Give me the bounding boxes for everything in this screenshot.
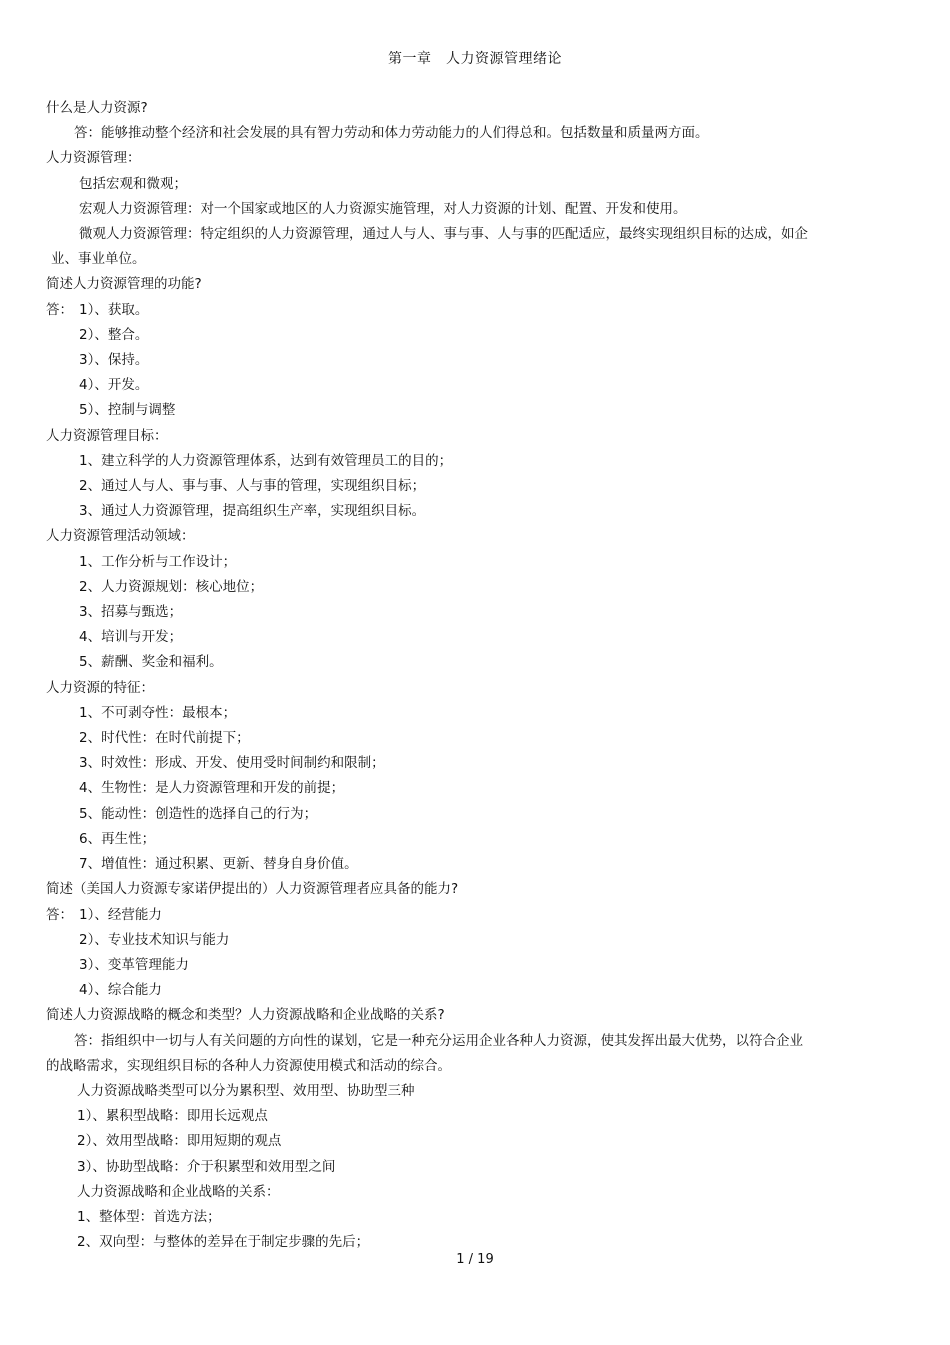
text-line: 包括宏观和微观； bbox=[79, 175, 187, 192]
section-heading: 人力资源管理活动领域： bbox=[46, 528, 195, 545]
list-item: 2、时代性：在时代前提下； bbox=[79, 730, 250, 747]
list-item: 3、时效性：形成、开发、使用受时间制约和限制； bbox=[79, 755, 385, 772]
text-line: 宏观人力资源管理：对一个国家或地区的人力资源实施管理，对人力资源的计划、配置、开发和使用。 bbox=[79, 200, 687, 217]
list-item: 1）、累积型战略：即用长远观点 bbox=[77, 1108, 268, 1125]
answer-paragraph: 答：指组织中一切与人有关问题的方向性的谋划，它是一种充分运用企业各种人力资源，使其发挥出最大优势，以符合企业的战略需求，实现组织目标的各种人力资源使用模式和活动的综合。 bbox=[46, 1032, 803, 1074]
list-item: 1、建立科学的人力资源管理体系，达到有效管理员工的目的； bbox=[79, 452, 453, 469]
question-heading: 简述人力资源管理的功能? bbox=[46, 276, 202, 293]
list-item: 4、生物性：是人力资源管理和开发的前提； bbox=[79, 780, 345, 797]
list-item: 3）、保持。 bbox=[79, 352, 149, 369]
chapter-title: 第一章 人力资源管理绪论 bbox=[388, 51, 562, 67]
list-item: 1、整体型：首选方法； bbox=[77, 1208, 221, 1225]
list-item: 4）、开发。 bbox=[79, 377, 149, 394]
list-item: 5、薪酬、奖金和福利。 bbox=[79, 654, 223, 671]
list-item: 2）、整合。 bbox=[79, 326, 149, 343]
question-heading: 简述（美国人力资源专家诺伊提出的）人力资源管理者应具备的能力? bbox=[46, 881, 459, 898]
list-item: 3）、变革管理能力 bbox=[79, 956, 189, 973]
question-heading: 什么是人力资源? bbox=[46, 100, 148, 116]
document-body bbox=[46, 96, 826, 1255]
list-item: 7、增值性：通过积累、更新、替身自身价值。 bbox=[79, 856, 358, 873]
section-heading: 人力资源的特征： bbox=[46, 679, 154, 696]
section-heading: 人力资源管理： bbox=[46, 150, 141, 167]
answer-label: 答： bbox=[46, 906, 73, 923]
list-item: 2、通过人与人、事与事、人与事的管理，实现组织目标； bbox=[79, 478, 426, 495]
answer-paragraph: 答：能够推动整个经济和社会发展的具有智力劳动和体力劳动能力的人们得总和。包括数量和质量两方面。 bbox=[74, 125, 709, 142]
list-item: 2、人力资源规划：核心地位； bbox=[79, 578, 264, 595]
list-item: 2）、效用型战略：即用短期的观点 bbox=[77, 1133, 282, 1150]
list-item: 2）、专业技术知识与能力 bbox=[79, 931, 230, 948]
answer-first-item bbox=[46, 903, 826, 928]
list-item: 5）、控制与调整 bbox=[79, 402, 176, 419]
text-line: 人力资源战略和企业战略的关系： bbox=[77, 1183, 280, 1200]
wrapped-paragraph: 微观人力资源管理：特定组织的人力资源管理，通过人与人、事与事、人与事的匹配适应，最终实现组织目标的达成，如企业、事业单位。 bbox=[51, 226, 808, 268]
list-item: 3）、协助型战略：介于积累型和效用型之间 bbox=[77, 1158, 336, 1175]
list-item: 3、招募与甄选； bbox=[79, 604, 183, 621]
list-item: 1、工作分析与工作设计； bbox=[79, 553, 237, 570]
answer-first-item bbox=[46, 298, 826, 323]
text-line: 人力资源战略类型可以分为累积型、效用型、协助型三种 bbox=[77, 1082, 415, 1099]
list-item: 6、再生性； bbox=[79, 830, 156, 847]
list-item: 3、通过人力资源管理，提高组织生产率，实现组织目标。 bbox=[79, 503, 426, 520]
list-item: 4）、综合能力 bbox=[79, 982, 162, 999]
question-heading: 简述人力资源战略的概念和类型？人力资源战略和企业战略的关系? bbox=[46, 1007, 445, 1024]
list-item: 2、双向型：与整体的差异在于制定步骤的先后； bbox=[77, 1234, 370, 1251]
list-item: 4、培训与开发； bbox=[79, 629, 183, 646]
list-item: 5、能动性：创造性的选择自己的行为； bbox=[79, 805, 318, 822]
answer-label: 答： bbox=[46, 301, 73, 318]
section-heading: 人力资源管理目标： bbox=[46, 427, 168, 444]
page-number: 1 / 19 bbox=[456, 1252, 494, 1267]
list-item: 1）、获取。 bbox=[79, 301, 149, 318]
list-item: 1）、经营能力 bbox=[79, 906, 162, 923]
list-item: 1、不可剥夺性：最根本； bbox=[79, 704, 237, 721]
